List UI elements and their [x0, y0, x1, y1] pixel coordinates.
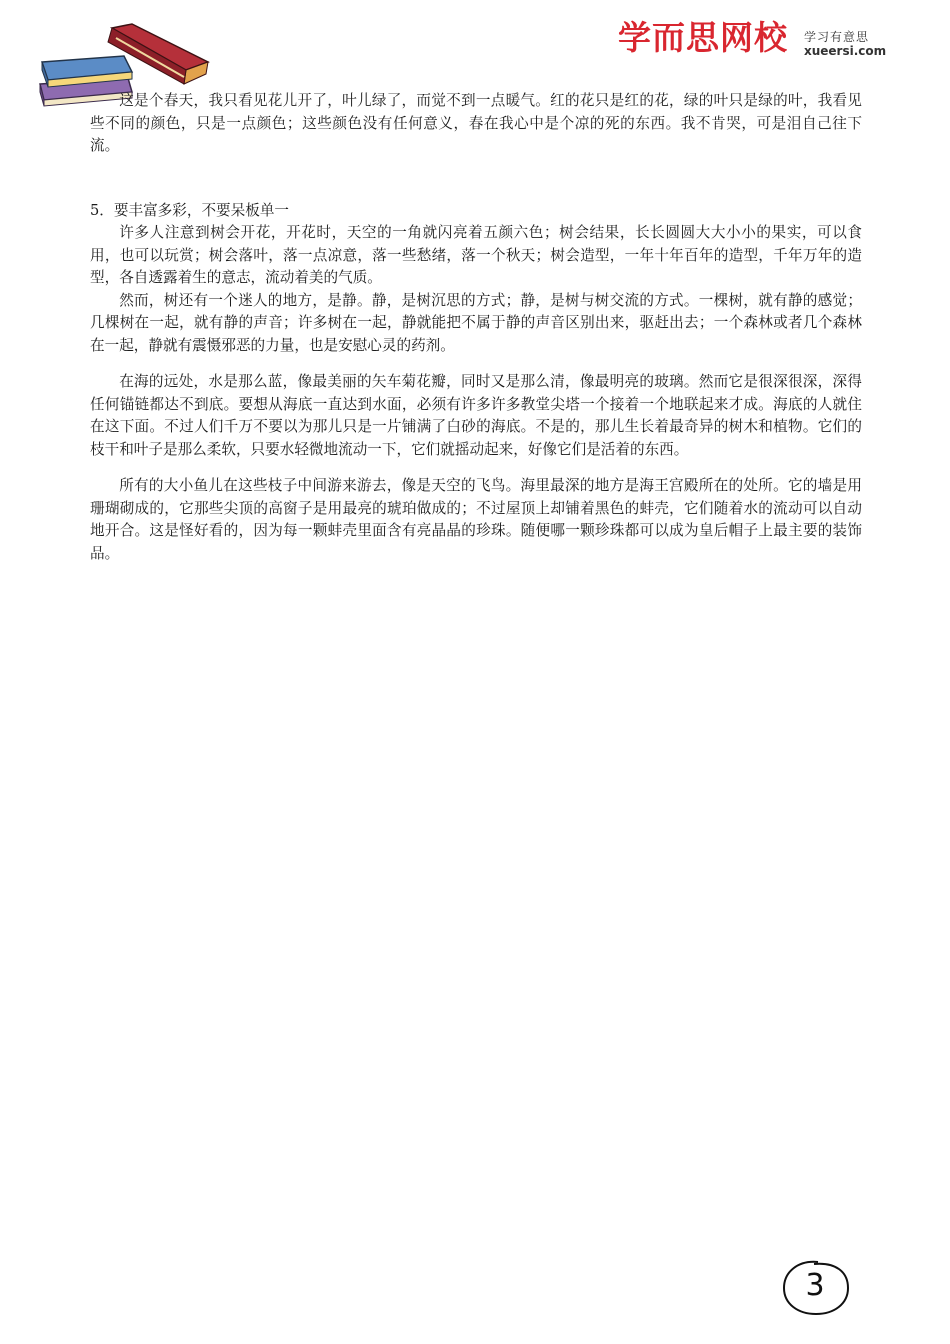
logo-title: 学而思网校: [618, 18, 788, 57]
logo-tagline: 学习有意思: [804, 30, 870, 44]
brand-logo: [618, 18, 908, 68]
logo-url: xueersi.com: [804, 44, 887, 58]
paragraph-sea-depth: 在海的远处，水是那么蓝，像最美丽的矢车菊花瓣，同时又是那么清，像最明亮的玻璃。然而它是很深很深，深得任何锚链都达不到底。要想从海底一直达到水面，必须有许多许多教堂尖塔一个接着一个地联起来才成。海底的人就住在这下面。不过人们千万不要以为那儿只是一片铺满了白砂的海底。不是的，那儿生长着最奇异的树木和植物。它们的枝干和叶子是那么柔软，只要水轻微地流动一下，它们就摇动起来，好像它们是活着的东西。: [90, 373, 862, 458]
paragraph-tree-silence: 然而，树还有一个迷人的地方，是静。静，是树沉思的方式；静，是树与树交流的方式。一棵树，就有静的感觉；几棵树在一起，就有静的声音；许多树在一起，静就能把不属于静的声音区别出来，驱赶出去；一个森林或者几个森林在一起，静就有震慑邪恶的力量，也是安慰心灵的药剂。: [90, 291, 862, 354]
paragraph-sea-palace: 所有的大小鱼儿在这些枝子中间游来游去，像是天空的飞鸟。海里最深的地方是海王宫殿所在的处所。它的墙是用珊瑚砌成的，它那些尖顶的高窗子是用最亮的琥珀做成的；不过屋顶上却铺着黑色的蚌壳，它们随着水的流动可以自动地开合。这是怪好看的，因为每一颗蚌壳里面含有亮晶晶的珍珠。随便哪一颗珍珠都可以成为皇后帽子上最主要的装饰品。: [90, 477, 862, 562]
page-number-badge: [778, 1258, 852, 1318]
section-heading-5: 5．要丰富多彩，不要呆板单一: [90, 201, 290, 219]
paragraph-tree-blossom: 许多人注意到树会开花，开花时，天空的一角就闪亮着五颜六色；树会结果，长长圆圆大大小小的果实，可以食用，也可以玩赏；树会落叶，落一点凉意，落一些愁绪，落一个秋天；树会造型，一年十年百年的造型，千年万年的造型，各自透露着生的意志，流动着美的气质。: [90, 224, 862, 286]
page-number: 3: [805, 1268, 825, 1303]
paragraph-spring: 这是个春天，我只看见花儿开了，叶儿绿了，而觉不到一点暖气。红的花只是红的花，绿的叶只是绿的叶，我看见些不同的颜色，只是一点颜色；这些颜色没有任何意义，春在我心中是个凉的死的东西。我不肯哭，可是泪自己往下流。: [90, 92, 862, 154]
article-body: [90, 90, 862, 565]
